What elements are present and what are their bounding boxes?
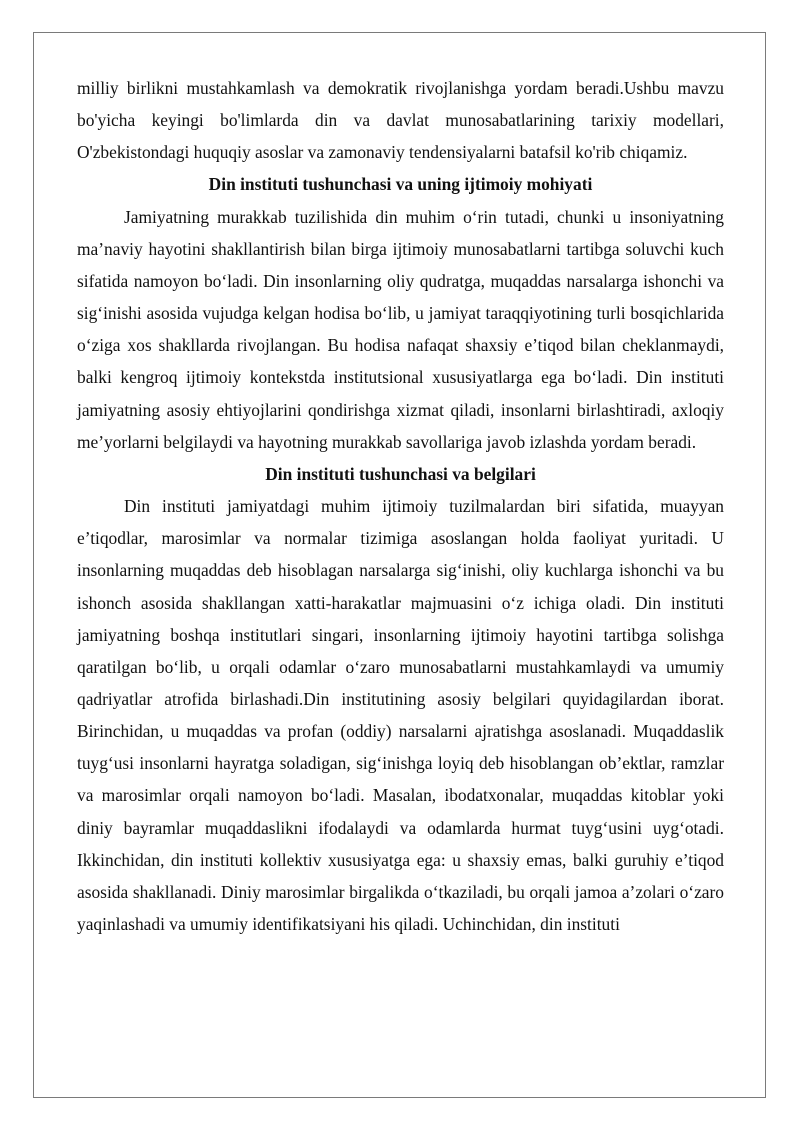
paragraph-2: Din instituti jamiyatdagi muhim ijtimoiy tuzilmalardan biri sifatida, muayyan e’tiqodlar, marosimlar va normalar tizimiga asoslangan holda faoliyat yuritadi. U insonlarning muqaddas deb hisoblagan narsalarga sig‘inishi, oliy kuchlarga ishonchi va bu ishonch asosida shakllangan xatti-harakatlar majmuasini o‘z ichiga oladi. Din instituti jamiyatning boshqa institutlari singari, insonlarning ijtimoiy hayotini tartibga solishga qaratilgan bo‘lib, u orqali odamlar o‘zaro munosabatlarni mustahkamlaydi va umumiy qadriyatlar atrofida birlashadi.Din institutining asosiy belgilari quyidagilardan iborat. Birinchidan, u muqaddas va profan (oddiy) narsalarni ajratishga asoslanadi. Muqaddaslik tuyg‘usi insonlarni hayratga soladigan, sig‘inishga loyiq deb hisoblangan ob’ektlar, ramzlar va marosimlar orqali namoyon bo‘ladi. Masalan, ibodatxonalar, muqaddas kitoblar yoki diniy bayramlar muqaddaslikni ifodalaydi va odamlarda hurmat tuyg‘usini uyg‘otadi. Ikkinchidan, din instituti kollektiv xususiyatga ega: u shaxsiy emas, balki guruhiy e’tiqod asosida shakllanadi. Diniy marosimlar birgalikda o‘tkaziladi, bu orqali jamoa a’zolari o‘zaro yaqinlashadi va umumiy identifikatsiyani his qiladi. Uchinchidan, din instituti [77, 496, 724, 935]
section-heading-2: Din instituti tushunchasi va belgilari [265, 463, 536, 484]
paragraph-intro: milliy birlikni mustahkamlash va demokratik rivojlanishga yordam beradi.Ushbu mavzu bo'yicha keyingi bo'limlarda din va davlat munosabatlarining tarixiy modellari, O'zbekistondagi huquqiy asoslar va zamonaviy tendensiyalarni batafsil ko'rib chiqamiz. [77, 78, 724, 163]
section-heading-1: Din instituti tushunchasi va uning ijtimoiy mohiyati [208, 174, 593, 195]
document-body [77, 72, 724, 940]
paragraph-1: Jamiyatning murakkab tuzilishida din muhim o‘rin tutadi, chunki u insoniyatning ma’naviy hayotini shakllantirish bilan birga ijtimoiy munosabatlarni tartibga soluvchi kuch sifatida namoyon bo‘ladi. Din insonlarning oliy qudratga, muqaddas narsalarga ishonchi va sig‘inishi asosida vujudga kelgan hodisa bo‘lib, u jamiyat taraqqiyotining turli bosqichlarida o‘ziga xos shakllarda rivojlangan. Bu hodisa nafaqat shaxsiy e’tiqod bilan cheklanmaydi, balki kengroq ijtimoiy kontekstda institutsional xususiyatlarga ega bo‘ladi. Din instituti jamiyatning asosiy ehtiyojlarini qondirishga xizmat qiladi, insonlarni birlashtiradi, axloqiy me’yorlarni belgilaydi va hayotning murakkab savollariga javob izlashda yordam beradi. [77, 206, 724, 452]
